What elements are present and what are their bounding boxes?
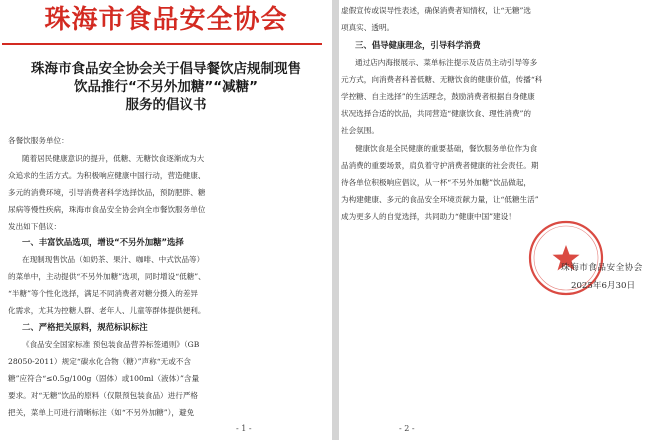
- paragraph-line: 化需求，尤其为控糖人群、老年人、儿童等群体提供便利。: [8, 306, 206, 315]
- paragraph-line: 为构建健康、多元的食品安全环境贡献力量，让“低糖生活”: [341, 195, 539, 204]
- paragraph-line: 虚假宣传或误导性表述，确保消费者知情权，让“无糖”选: [341, 6, 532, 15]
- section-heading: 三、倡导健康理念，引导科学消费: [355, 40, 481, 50]
- paragraph-line: 尿病等慢性疾病，珠海市食品安全协会向全市餐饮服务单位: [8, 205, 206, 214]
- signature-date: 2025年6月30日: [571, 281, 636, 291]
- paragraph-line: “半糖”等个性化选择，满足不同消费者对糖分摄入的差异: [8, 289, 199, 298]
- page-number: - 1 -: [236, 424, 252, 433]
- paragraph-line: 把关，菜单上可进行清晰标注（如“不另外加糖”），避免: [8, 408, 195, 417]
- paragraph-line: 《食品安全国家标准 预包装食品营养标签通则》（GB: [22, 340, 200, 349]
- paragraph-line: 待各单位积极响应倡议，从一杯“不另外加糖”饮品做起，: [341, 178, 532, 187]
- document-title-line: 饮品推行“不另外加糖”“减糖”: [74, 79, 258, 95]
- paragraph-line: 品消费的重要场景，肩负着守护消费者健康的社会责任。期: [341, 161, 539, 170]
- paragraph-line: 要求。对“无糖”饮品的原料（仅限预包装食品）进行严格: [8, 391, 199, 400]
- page-1: [0, 0, 332, 440]
- paragraph-line: 在现制现售饮品（如奶茶、果汁、咖啡、中式饮品等）: [22, 255, 205, 264]
- paragraph-line: 通过店内海报展示、菜单标注提示及店员主动引导等多: [355, 58, 538, 67]
- paragraph-line: 糖”应符合“≤0.5g/100g（固体）或100ml（液体）”含量: [8, 374, 200, 383]
- paragraph-line: 多元的消费环境，引导消费者科学选择饮品，预防肥胖、糖: [8, 188, 206, 197]
- paragraph-line: 元方式，向消费者科普低糖、无糖饮食的健康价值，传播“科: [341, 75, 543, 84]
- document-title-line: 服务的倡议书: [125, 97, 207, 113]
- section-heading: 一、丰富饮品选项，增设“不另外加糖”选择: [22, 237, 184, 247]
- header-red-rule: [2, 43, 322, 45]
- salutation: 各餐饮服务单位：: [8, 136, 69, 145]
- paragraph-line: 成为更多人的自觉选择，共同助力“健康中国”建设！: [341, 212, 516, 221]
- paragraph-line: 社会氛围。: [341, 126, 379, 135]
- document-title-line: 珠海市食品安全协会关于倡导餐饮店规制现售: [31, 61, 301, 77]
- page-gutter: [332, 0, 339, 440]
- signature-organization: 珠海市食品安全协会: [561, 263, 643, 273]
- paragraph-line: 发出如下倡议：: [8, 222, 62, 231]
- paragraph-line: 项真实、透明。: [341, 23, 395, 32]
- paragraph-line: 28050-2011）规定“碳水化合物（糖）”声称“无或不含: [8, 357, 191, 366]
- paragraph-line: 众追求的生活方式。为积极响应健康中国行动，营造健康、: [8, 171, 206, 180]
- paragraph-line: 健康饮食是全民健康的重要基础，餐饮服务单位作为食: [355, 144, 538, 153]
- paragraph-line: 学控糖、自主选择”的生活理念，鼓励消费者根据自身健康: [341, 92, 535, 101]
- page-2: [339, 0, 671, 440]
- page-number: - 2 -: [399, 424, 415, 433]
- paragraph-line: 的菜单中，主动提供“不另外加糖”选项，同时增设“低糖”、: [8, 272, 206, 281]
- paragraph-line: 随着居民健康意识的提升，低糖、无糖饮食逐渐成为大: [22, 154, 205, 163]
- organization-header: 珠海市食品安全协会: [44, 5, 288, 35]
- paragraph-line: 状况选择合适的饮品，共同营造“健康饮食、理性消费”的: [341, 109, 532, 118]
- section-heading: 二、严格把关原料，规范标识标注: [22, 322, 148, 332]
